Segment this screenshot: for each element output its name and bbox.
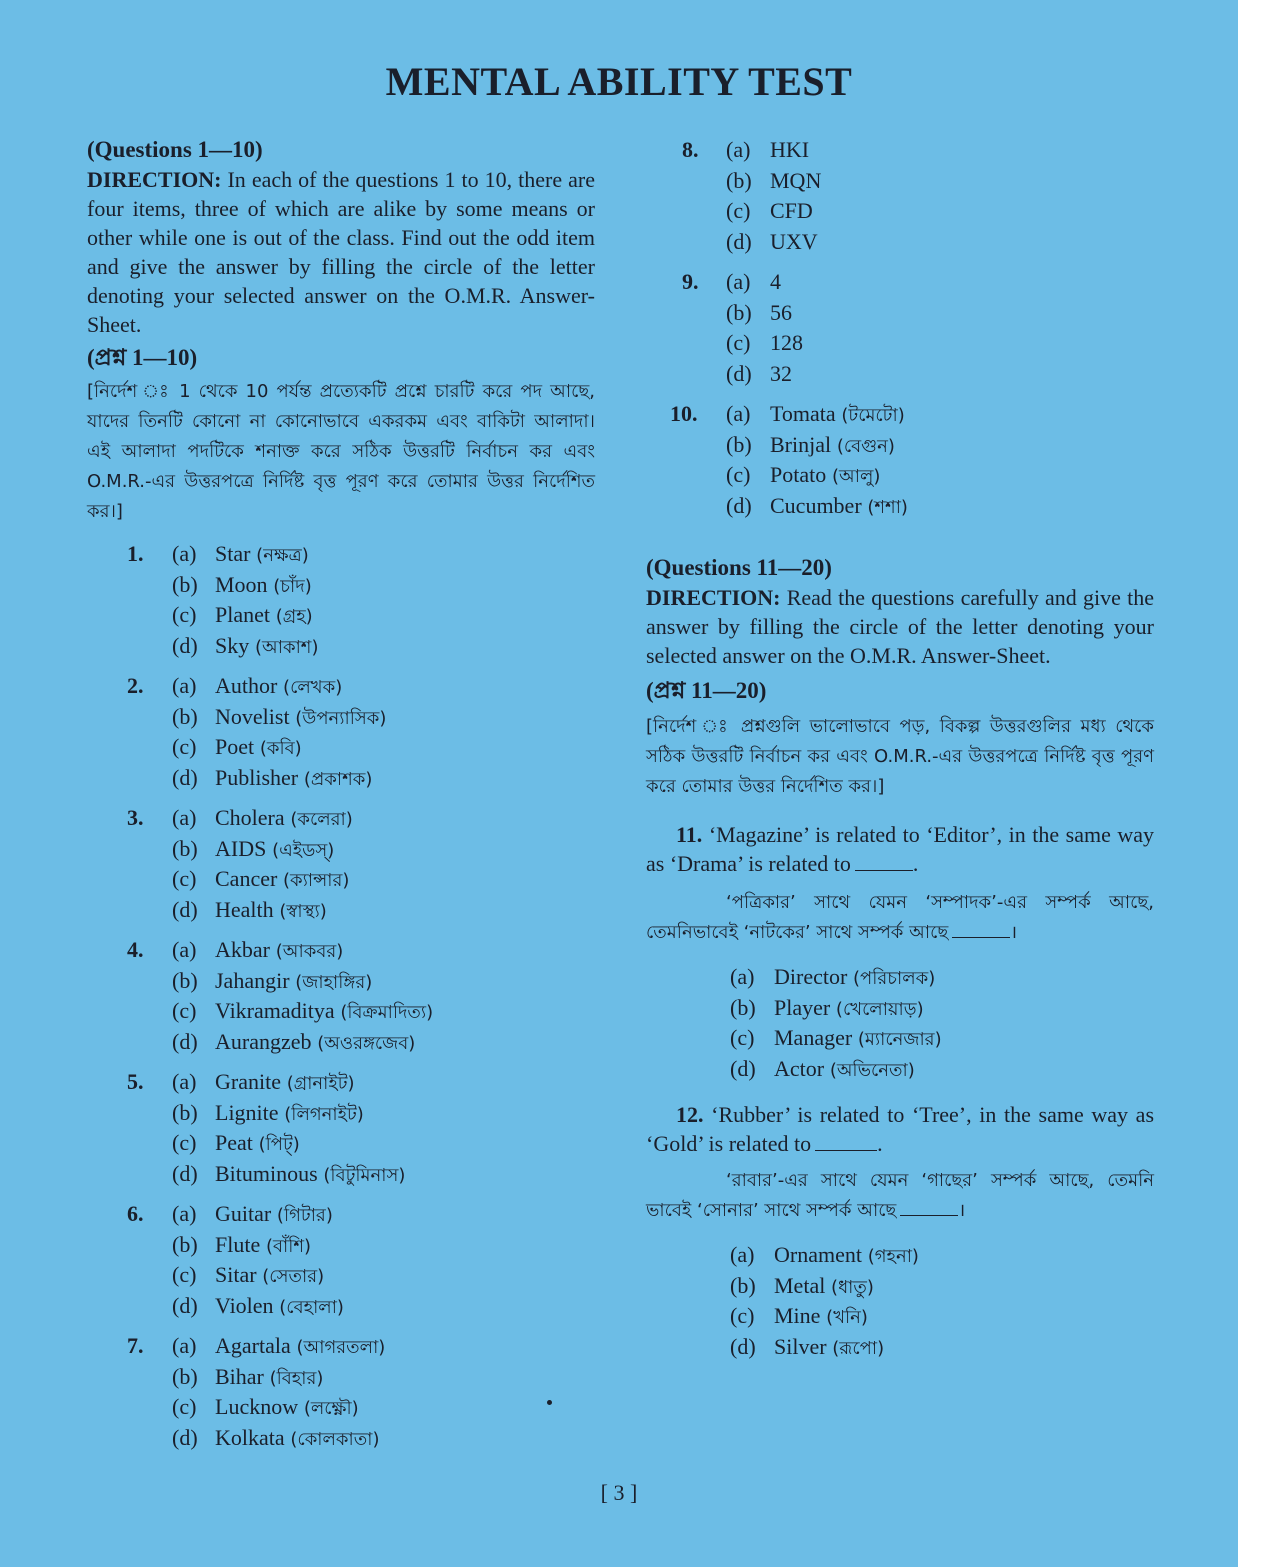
option-label: (d) [172, 1424, 198, 1450]
question-12-bn: ‘রাবার’-এর সাথে যেমন ‘গাছের’ সম্পর্ক আছে, তেমনি ভাবেই ‘সোনার’ সাথে সম্পর্ক আছে । [646, 1170, 1154, 1221]
option-c [87, 1260, 595, 1291]
answer-blank [900, 1215, 958, 1216]
option-label: (b) [172, 835, 198, 861]
option-text: AIDS (এইডস্) [215, 835, 335, 861]
option-a [87, 1067, 595, 1098]
option-b [87, 966, 595, 997]
option-label: (c) [172, 734, 197, 759]
option-a [646, 1240, 1154, 1271]
question-number: 8. [682, 137, 699, 162]
option-text: UXV [770, 228, 818, 254]
option-text: Publisher (প্রকাশক) [215, 764, 373, 790]
option-label: (c) [172, 1262, 197, 1287]
question-4 [87, 935, 595, 1057]
option-label: (a) [726, 269, 751, 294]
section-heading-bn-1-10: (প্রশ্ন 1—10) [87, 345, 198, 370]
question-5 [87, 1067, 595, 1189]
option-c [646, 328, 1154, 359]
option-b [646, 298, 1154, 329]
option-d [87, 1423, 595, 1454]
option-label: (a) [172, 541, 197, 566]
option-label: (d) [726, 360, 752, 386]
question-9 [646, 267, 1154, 389]
question-8 [646, 135, 1154, 257]
option-text: Ornament (গহনা) [774, 1242, 919, 1267]
question-11-options [646, 962, 1154, 1084]
option-c [87, 600, 595, 631]
option-b [646, 1271, 1154, 1302]
page-title: MENTAL ABILITY TEST [385, 59, 853, 104]
option-c [646, 196, 1154, 227]
option-text: Bihar (বিহার) [215, 1363, 324, 1389]
option-label: (b) [172, 1231, 198, 1257]
option-text: Potato (আলু) [770, 462, 881, 487]
option-label: (a) [172, 673, 197, 698]
option-label: (b) [172, 1099, 198, 1125]
question-number: 7. [127, 1333, 144, 1358]
option-text: Jahangir (জাহাঙ্গির) [215, 967, 373, 993]
option-label: (a) [172, 1069, 197, 1094]
option-text: MQN [770, 167, 822, 193]
option-c [87, 732, 595, 763]
option-c [646, 1023, 1154, 1054]
option-label: (a) [172, 937, 197, 962]
page-number: [ 3 ] [600, 1480, 638, 1505]
option-text: Peat (পিট্) [215, 1130, 300, 1155]
option-text: Granite (গ্রানাইট) [215, 1069, 355, 1094]
option-text: Violen (বেহালা) [215, 1292, 344, 1318]
direction-11-20 [646, 583, 1154, 670]
option-c [87, 864, 595, 895]
option-text: 56 [770, 299, 792, 325]
option-label: (c) [726, 198, 751, 223]
question-10 [646, 399, 1154, 521]
option-a [87, 539, 595, 570]
option-label: (c) [172, 1394, 197, 1419]
option-a [87, 1331, 595, 1362]
option-b [646, 430, 1154, 461]
option-text: HKI [770, 137, 810, 162]
option-text: Player (খেলোয়াড়) [774, 994, 924, 1020]
question- [646, 962, 1154, 1084]
option-label: (d) [172, 1028, 198, 1054]
option-d [87, 1159, 595, 1190]
option-label: (d) [730, 1055, 756, 1081]
option-text: Cholera (কলেরা) [215, 805, 353, 830]
option-text: Tomata (টমেটো) [770, 401, 905, 426]
question-12-options [646, 1240, 1154, 1362]
option-text: Guitar (গিটার) [215, 1201, 333, 1226]
option-a [87, 935, 595, 966]
option-text: Mine (খনি) [774, 1303, 868, 1328]
option-b [87, 1362, 595, 1393]
option-text: Planet (গ্রহ) [215, 602, 313, 627]
option-label: (a) [726, 401, 751, 426]
direction-label: DIRECTION: [87, 167, 222, 192]
questions-1-7 [87, 539, 595, 1453]
option-a [87, 1199, 595, 1230]
option-d [87, 631, 595, 662]
answer-blank [815, 1150, 877, 1151]
option-c [87, 1128, 595, 1159]
option-b [87, 834, 595, 865]
option-label: (b) [726, 167, 752, 193]
option-text: Agartala (আগরতলা) [215, 1333, 386, 1358]
option-d [646, 491, 1154, 522]
option-d [87, 763, 595, 794]
direction-bn-1-10: [নির্দেশ ঃ 1 থেকে 10 পর্যন্ত প্রত্যেকটি প্রশ্নে চারটি করে পদ আছে, যাদের তিনটি কোনো না কোনোভাবে একরকম এবং বাকিটা আলাদা। এই আলাদা পদটিকে শনাক্ত করে সঠিক উত্তরটি নির্বাচন কর এবং O.M.R.-এর উত্তরপত্রে নির্দিষ্ট বৃত্ত পূরণ করে তোমার উত্তর নির্দেশিত কর।] [87, 381, 595, 522]
option-text: 128 [770, 330, 803, 355]
option-label: (d) [172, 1292, 198, 1318]
question-number: 6. [127, 1201, 144, 1226]
option-text: Star (নক্ষত্র) [215, 541, 309, 566]
direction-label: DIRECTION: [646, 585, 781, 610]
section-heading-1-10: (Questions 1—10) [87, 137, 263, 162]
option-label: (c) [172, 866, 197, 891]
option-d [646, 227, 1154, 258]
option-text: Cancer (ক্যান্সার) [215, 866, 350, 891]
option-label: (d) [726, 228, 752, 254]
option-label: (c) [730, 1025, 755, 1050]
option-b [646, 993, 1154, 1024]
option-b [87, 570, 595, 601]
question-number: 9. [682, 269, 699, 294]
option-b [87, 1098, 595, 1129]
option-text: 32 [770, 360, 792, 386]
option-label: (b) [172, 703, 198, 729]
option-text: Actor (অভিনেতা) [774, 1055, 915, 1081]
option-a [646, 135, 1154, 166]
option-text: Poet (কবি) [215, 734, 302, 759]
option-text: Sky (আকাশ) [215, 632, 319, 658]
option-label: (d) [172, 764, 198, 790]
option-a [646, 267, 1154, 298]
option-text: Author (লেখক) [215, 673, 343, 698]
option-label: (d) [172, 632, 198, 658]
option-label: (c) [726, 462, 751, 487]
option-text: 4 [770, 269, 781, 294]
question-number: 2. [127, 673, 144, 698]
option-label: (d) [172, 1160, 198, 1186]
option-label: (b) [726, 299, 752, 325]
option-label: (b) [730, 994, 756, 1020]
option-text: Silver (রূপো) [774, 1333, 885, 1359]
option-a [646, 962, 1154, 993]
question-12-text: 12. ‘Rubber’ is related to ‘Tree’, in the same way as ‘Gold’ is related to . [646, 1102, 1155, 1156]
option-text: Kolkata (কোলকাতা) [215, 1424, 380, 1450]
option-text: Akbar (আকবর) [215, 937, 344, 962]
option-text: Bituminous (বিটুমিনাস) [215, 1160, 406, 1186]
option-label: (c) [172, 998, 197, 1023]
ink-dot [547, 1400, 552, 1405]
option-text: Aurangzeb (অওরঙ্গজেব) [215, 1028, 416, 1054]
section-heading-11-20: (Questions 11—20) [646, 555, 832, 580]
question-11-bn: ‘পত্রিকার’ সাথে যেমন ‘সম্পাদক’-এর সম্পর্ক আছে, তেমনিভাবেই ‘নাটকের’ সাথে সম্পর্ক আছে । [646, 892, 1154, 943]
left-column [87, 135, 595, 1453]
option-label: (b) [172, 571, 198, 597]
option-d [87, 1291, 595, 1322]
direction-text: Read the questions carefully and give the answer by filling the circle of the letter denoting your selected answer on the O.M.R. Answer-Sheet. [646, 585, 1154, 668]
question-11-text: 11. ‘Magazine’ is related to ‘Editor’, in the same way as ‘Drama’ is related to . [646, 822, 1155, 876]
option-c [646, 1301, 1154, 1332]
option-text: Lucknow (লক্ষ্ণৌ) [215, 1394, 359, 1419]
question-6 [87, 1199, 595, 1321]
option-text: Flute (বাঁশি) [215, 1231, 312, 1257]
option-c [87, 996, 595, 1027]
option-d [646, 359, 1154, 390]
option-label: (d) [172, 896, 198, 922]
option-label: (b) [172, 1363, 198, 1389]
section-heading-bn-11-20: (প্রশ্ন 11—20) [646, 678, 767, 703]
option-text: Sitar (সেতার) [215, 1262, 325, 1287]
option-label: (d) [730, 1333, 756, 1359]
option-label: (c) [172, 602, 197, 627]
option-label: (a) [172, 805, 197, 830]
option-text: Health (স্বাস্থ্য) [215, 896, 327, 922]
question-number: 3. [127, 805, 144, 830]
option-d [87, 1027, 595, 1058]
option-label: (a) [730, 964, 755, 989]
option-d [646, 1054, 1154, 1085]
option-text: CFD [770, 198, 813, 223]
option-text: Cucumber (শশা) [770, 492, 908, 518]
option-text: Moon (চাঁদ) [215, 571, 312, 597]
right-column [646, 135, 1154, 1362]
option-label: (a) [726, 137, 751, 162]
direction-text: In each of the questions 1 to 10, there are four items, three of which are alike by some means or other while one is out of the class. Find out the odd item and give the answer by filling the circle of the letter denoting your selected answer on the O.M.R. Answer-Sheet. [87, 167, 595, 337]
option-text: Manager (ম্যানেজার) [774, 1025, 942, 1050]
option-text: Novelist (উপন্যাসিক) [215, 703, 387, 729]
option-b [646, 166, 1154, 197]
option-label: (a) [172, 1201, 197, 1226]
option-b [87, 1230, 595, 1261]
question-7 [87, 1331, 595, 1453]
option-label: (d) [726, 492, 752, 518]
option-label: (c) [172, 1130, 197, 1155]
option-d [646, 1332, 1154, 1363]
option-label: (c) [726, 330, 751, 355]
question-2 [87, 671, 595, 793]
option-text: Brinjal (বেগুন) [770, 431, 895, 457]
option-a [87, 671, 595, 702]
option-text: Lignite (লিগনাইট) [215, 1099, 364, 1125]
question-3 [87, 803, 595, 925]
question-number: 1. [127, 541, 144, 566]
direction-1-10 [87, 165, 595, 339]
option-label: (a) [172, 1333, 197, 1358]
option-label: (b) [172, 967, 198, 993]
question-number: 5. [127, 1069, 144, 1094]
option-d [87, 895, 595, 926]
question- [646, 1240, 1154, 1362]
question-1 [87, 539, 595, 661]
answer-blank [952, 937, 1010, 938]
option-label: (c) [730, 1303, 755, 1328]
option-c [646, 460, 1154, 491]
option-a [646, 399, 1154, 430]
question-number: 4. [127, 937, 144, 962]
option-text: Metal (ধাতু) [774, 1272, 874, 1298]
option-label: (b) [726, 431, 752, 457]
option-c [87, 1392, 595, 1423]
answer-blank [855, 870, 913, 871]
direction-bn-11-20: [নির্দেশ ঃ প্রশ্নগুলি ভালোভাবে পড়, বিকল্প উত্তরগুলির মধ্য থেকে সঠিক উত্তরটি নির্বাচন কর এবং O.M.R.-এর উত্তরপত্রে নির্দিষ্ট বৃত্ত পূরণ করে তোমার উত্তর নির্দেশিত কর।] [646, 716, 1154, 797]
option-b [87, 702, 595, 733]
option-text: Vikramaditya (বিক্রমাদিত্য) [215, 998, 434, 1023]
option-text: Director (পরিচালক) [774, 964, 936, 989]
option-label: (a) [730, 1242, 755, 1267]
questions-8-10 [646, 135, 1154, 521]
option-label: (b) [730, 1272, 756, 1298]
question-number: 10. [670, 401, 698, 426]
option-a [87, 803, 595, 834]
